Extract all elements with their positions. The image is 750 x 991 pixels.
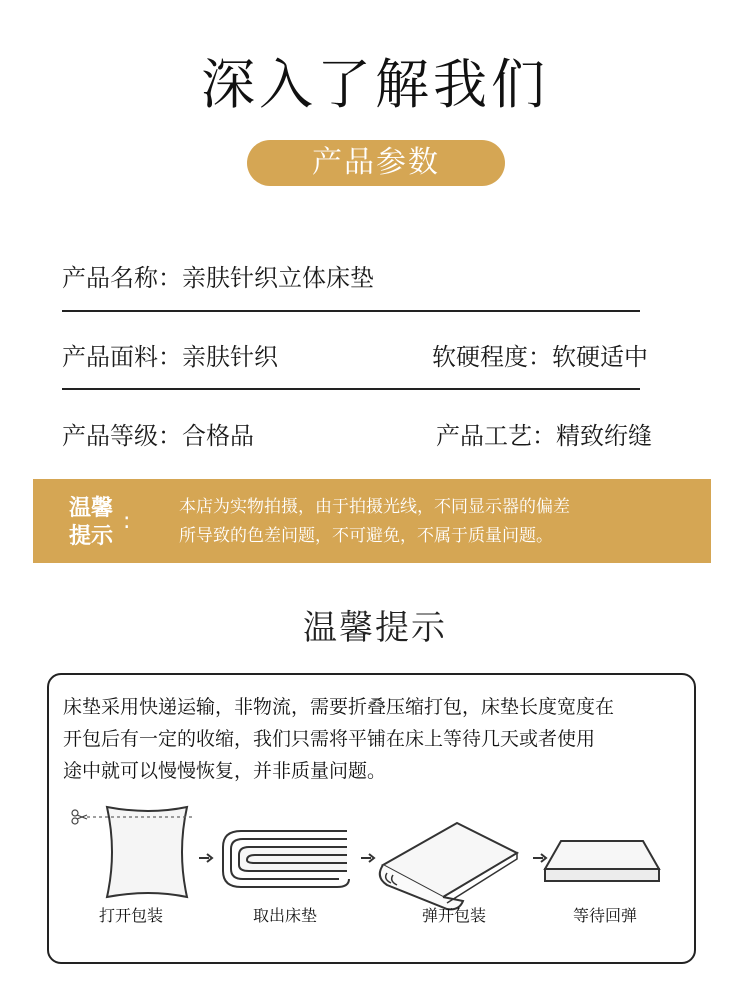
spec-craft <box>436 416 652 451</box>
spec-name-label: 产品名称： <box>62 264 182 292</box>
notice-label-line1: 温馨 <box>69 496 114 521</box>
product-params-badge: 产品参数 <box>247 140 505 186</box>
spec-grade-label: 产品等级： <box>62 422 182 450</box>
spec-fabric-value: 亲肤针织 <box>182 343 278 371</box>
tips-text-line1: 床垫采用快递运输，非物流，需要折叠压缩打包，床垫长度宽度在 <box>63 696 615 718</box>
arrow-icon <box>199 853 215 863</box>
spec-fabric-label: 产品面料： <box>62 343 182 371</box>
spec-grade-value: 合格品 <box>182 422 254 450</box>
unrolling-mattress-icon <box>377 815 527 915</box>
notice-text-line1: 本店为实物拍摄，由于拍摄光线，不同显示器的偏差 <box>179 497 570 517</box>
spec-firmness <box>432 337 648 372</box>
tips-text-line2: 开包后有一定的收缩，我们只需将平铺在床上等待几天或者使用 <box>63 728 596 750</box>
divider <box>62 310 640 312</box>
tips-box <box>47 673 696 964</box>
notice-label-line2: 提示 <box>69 524 114 549</box>
flat-mattress-icon <box>541 835 663 895</box>
notice-label <box>69 495 113 551</box>
open-package-icon <box>67 797 197 907</box>
notice-text-line2: 所导致的色差问题，不可避免，不属于质量问题。 <box>179 526 553 546</box>
notice-colon: : <box>123 509 131 534</box>
spec-craft-value: 精致绗缝 <box>556 422 652 450</box>
page-title: 深入了解我们 <box>201 53 549 116</box>
tips-text-line3: 途中就可以慢慢恢复，并非质量问题。 <box>63 760 387 782</box>
spec-name <box>62 258 374 293</box>
spec-firmness-value: 软硬适中 <box>552 343 648 371</box>
spec-craft-label: 产品工艺： <box>436 422 556 450</box>
spec-fabric <box>62 337 278 372</box>
notice-text <box>179 493 570 551</box>
notice-banner <box>33 479 711 563</box>
step-label: 等待回弹 <box>572 906 637 925</box>
spec-firmness-label: 软硬程度： <box>432 343 552 371</box>
divider <box>62 388 640 390</box>
step-label: 取出床垫 <box>252 906 317 925</box>
spec-name-value: 亲肤针织立体床垫 <box>182 264 374 292</box>
tips-text <box>63 691 688 787</box>
arrow-icon <box>361 853 377 863</box>
step-label: 弹开包装 <box>421 906 486 925</box>
folded-mattress-icon <box>219 825 354 893</box>
spec-grade <box>62 416 254 451</box>
step-label: 打开包装 <box>98 906 163 925</box>
tips-title: 温馨提示 <box>303 608 447 648</box>
